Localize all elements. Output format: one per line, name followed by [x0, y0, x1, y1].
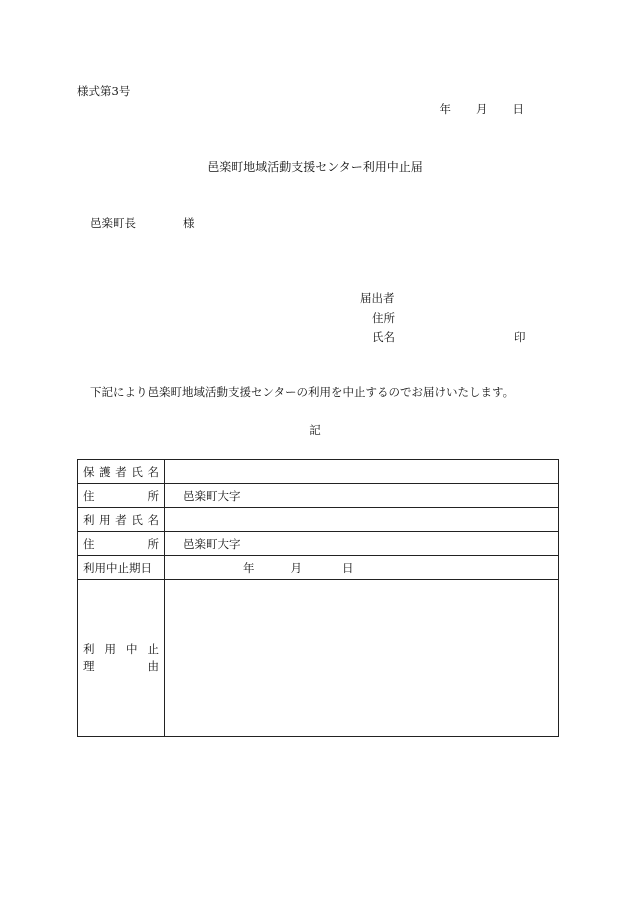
user-address-label: 住 所: [78, 532, 165, 556]
addressee-honorific: 様: [183, 216, 195, 230]
stop-date-year: 年: [243, 560, 255, 575]
document-title: 邑楽町地域活動支援センター利用中止届: [207, 160, 423, 174]
table-row-user-address: [78, 532, 559, 556]
stop-date-month: 月: [290, 560, 302, 575]
addressee: [90, 218, 195, 230]
date-line: [440, 104, 525, 116]
stop-date-label: 利用中止期日: [78, 556, 165, 580]
table-row-reason: [78, 580, 559, 737]
stop-date-field[interactable]: [165, 556, 559, 580]
user-name-label: 利 用 者 氏 名: [78, 508, 165, 532]
table-row-stop-date: [78, 556, 559, 580]
guardian-address-field[interactable]: 邑楽町大字: [165, 484, 559, 508]
user-address-field[interactable]: 邑楽町大字: [165, 532, 559, 556]
applicant-heading: 届出者: [360, 291, 395, 305]
user-name-field[interactable]: [165, 508, 559, 532]
applicant-name-label: 氏名: [372, 330, 395, 344]
guardian-address-label: 住 所: [78, 484, 165, 508]
ki-heading: 記: [309, 423, 321, 437]
reason-field[interactable]: [165, 580, 559, 737]
date-day: 日: [512, 102, 524, 116]
guardian-name-label: 保 護 者 氏 名: [78, 460, 165, 484]
table-row-guardian-name: [78, 460, 559, 484]
details-table: [77, 459, 559, 737]
date-month: 月: [476, 102, 488, 116]
addressee-name: 邑楽町長: [90, 216, 136, 230]
table-row-guardian-address: [78, 484, 559, 508]
guardian-name-field[interactable]: [165, 460, 559, 484]
seal-mark: 印: [514, 330, 526, 344]
statement-text: 下記により邑楽町地域活動支援センターの利用を中止するのでお届けいたします。: [90, 385, 515, 399]
table-row-user-name: [78, 508, 559, 532]
applicant-address-label: 住所: [372, 311, 395, 325]
stop-date-day: 日: [342, 560, 354, 575]
date-year: 年: [439, 102, 451, 116]
form-number: 様式第3号: [77, 84, 131, 98]
reason-label: 利 用 中 止 理 由: [78, 580, 165, 737]
